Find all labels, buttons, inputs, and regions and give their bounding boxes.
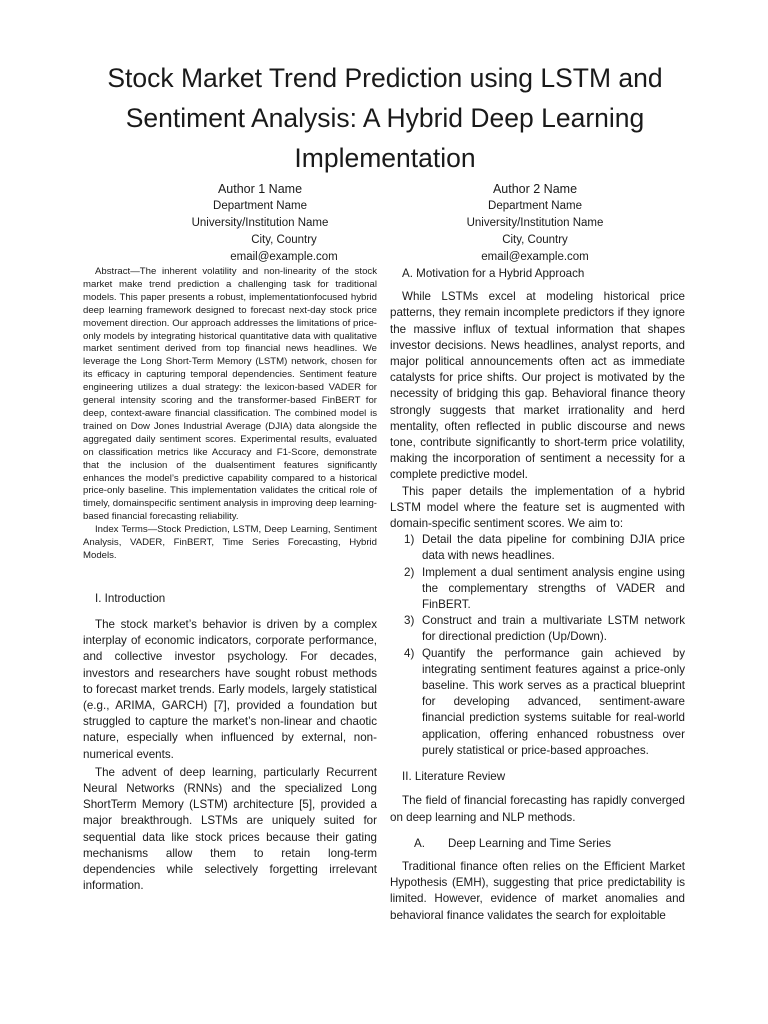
abstract-text: Abstract—The inherent volatility and non-linearity of the stock market make trend prediction a challenging task for traditional models. This paper presents a robust, implementationfocused hybrid deep learning framework designed to forecast next-day stock price movement direction. Our approach addresses the limitations of price-only models by integrating historical quantitative data with qualitative market sentiment derived from top financial news headlines. We leverage the Long Short-Term Memory (LSTM) network, chosen for its efficacy in capturing temporal dependencies. Sentiment feature engineering utilizes a dual strategy: the lexicon-based VADER for general intensity scoring and the transformer-based FinBERT for deep, context-aware financial classification. The combined model is trained on Dow Jones Industrial Average (DJIA) data alongside the aggregated daily sentiment scores. Experimental results, evaluated on classification metrics like Accuracy and F1-Score, demonstrate that the inclusion of the dualsentiment features significantly enhances the model’s predictive capability compared to a historical price-only baseline. This implementation validates the critical role of timely, domainspecific sentiment analysis in improving deep learning-based financial forecasting reliability. — [83, 266, 377, 523]
author-2-email: email@example.com — [481, 251, 589, 263]
author-2-department: Department Name — [488, 200, 582, 212]
aim-item-2: 2) Implement a dual sentiment analysis engine using the complementary strengths of VADER and FinBERT. — [404, 565, 685, 612]
introduction-heading: I. Introduction — [95, 591, 166, 605]
author-1-institution: University/Institution Name — [191, 217, 329, 229]
motivation-paragraph-1: While LSTMs excel at modeling historical price patterns, they remain incomplete predictors if they ignore the massive influx of textual information that shapes investor decisions. News headlines, analyst reports, and major political announcements often act as immediate catalysts for price shifts. Our project is motivated by the necessity of bridging this gap. Behavioral finance theory strongly suggests that market irrationality and herd mentality, often reflected in public discourse and news tone, contribute significantly to short-term price volatility, making the incorporation of sentiment a necessity for a complete predictive model. — [390, 290, 685, 482]
literature-review-heading: II. Literature Review — [402, 770, 506, 784]
introduction-section — [83, 591, 377, 895]
paper-title: Stock Market Trend Prediction using LSTM and Sentiment Analysis: A Hybrid Deep Learning Implementation — [107, 63, 663, 173]
right-column — [390, 266, 685, 924]
author-1-department: Department Name — [213, 200, 307, 212]
aim-item-4: 4) Quantify the performance gain achieved by integrating sentiment features against a price-only baseline. This work serves as a practical blueprint for developing advanced, sentiment-aware financial prediction systems suitable for real-world application, offering enhanced robustness over purely statistical or price-based approaches. — [404, 646, 685, 757]
author-2-institution: University/Institution Name — [466, 217, 604, 229]
deep-learning-subheading: A. Deep Learning and Time Series — [414, 836, 612, 850]
introduction-paragraph-1: The stock market’s behavior is driven by a complex interplay of economic indicators, corporate performance, and collective investor psychology. For decades, investors and researchers have sought robust methods to forecast market trends. Early models, largely statistical (e.g., ARIMA, GARCH) [7], provided a foundation but struggled to capture the market’s non-linear and chaotic nature, especially when influenced by external, non-numerical events. — [83, 618, 377, 761]
aim-item-3: 3) Construct and train a multivariate LSTM network for directional prediction (Up/Down). — [404, 614, 685, 644]
motivation-paragraph-2: This paper details the implementation of a hybrid LSTM model where the feature set is augmented with domain-specific sentiment scores. We aim to: — [390, 484, 685, 531]
aim-item-1: 1) Detail the data pipeline for combining DJIA price data with news headlines. — [404, 533, 685, 563]
aims-list — [390, 532, 685, 759]
introduction-paragraph-2: The advent of deep learning, particularly Recurrent Neural Networks (RNNs) and the specialized Long ShortTerm Memory (LSTM) architecture [5], provided a major breakthrough. LSTMs are uniquely suited for sequential data like stock prices because their gating mechanisms allow them to retain long-term dependencies while selectively forgetting irrelevant information. — [83, 765, 377, 893]
author-2-block — [425, 180, 645, 266]
author-1-location-email: City, Country email@example.com — [230, 234, 338, 263]
literature-review-paragraph-2: Traditional finance often relies on the Efficient Market Hypothesis (EMH), suggesting that price predictability is limited. However, evidence of market anomalies and behavioral finance validates the search for exploitable — [390, 859, 685, 922]
author-1-block — [150, 180, 370, 266]
literature-review-paragraph-1: The field of financial forecasting has rapidly converged on deep learning and NLP methods. — [390, 794, 685, 824]
author-2-location: City, Country — [502, 234, 568, 246]
index-terms: Index Terms—Stock Prediction, LSTM, Deep Learning, Sentiment Analysis, VADER, FinBERT, Time Series Forecasting, Hybrid Models. — [83, 524, 377, 561]
abstract-section — [83, 266, 377, 563]
left-column — [83, 266, 377, 895]
author-1-name: Author 1 Name — [217, 182, 303, 196]
author-2-name: Author 2 Name — [492, 182, 578, 196]
motivation-heading: A. Motivation for a Hybrid Approach — [402, 267, 585, 280]
